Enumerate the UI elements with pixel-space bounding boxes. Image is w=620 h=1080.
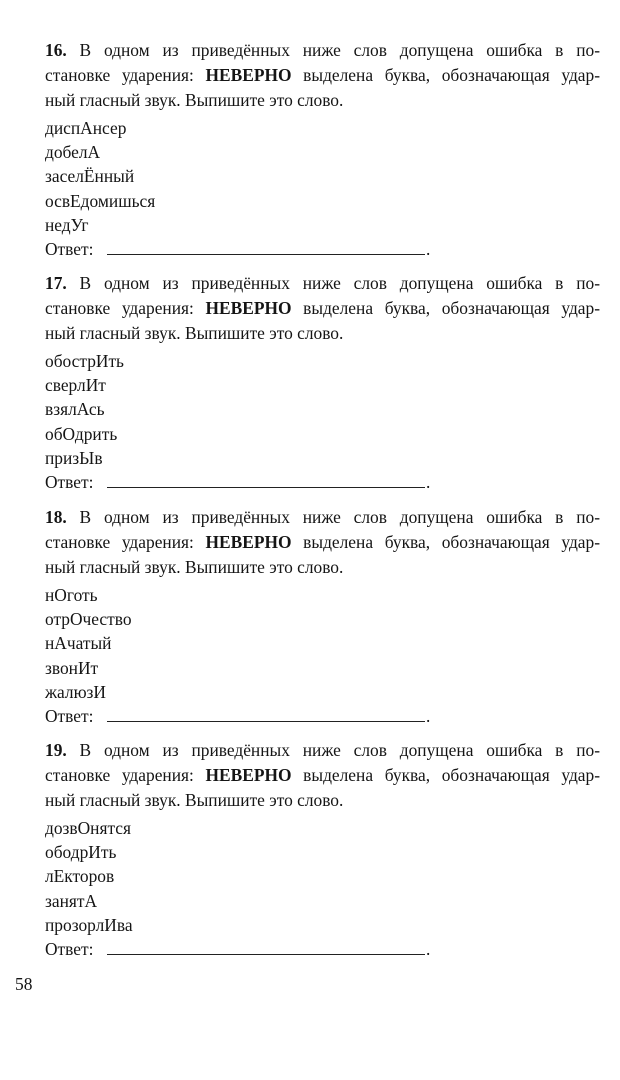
word-option: звонИт <box>45 657 99 678</box>
task-18 <box>45 505 600 728</box>
task-number: 19. <box>45 740 67 760</box>
prompt-line-1 <box>45 38 600 63</box>
prompt-line-3: ный гласный звук. Выпишите это слово. <box>45 90 344 110</box>
answer-label: Ответ: <box>45 238 94 259</box>
answer-period: . <box>426 238 431 259</box>
word-list <box>45 349 600 494</box>
prompt-text: выделена буква, обозначающая удар- <box>291 298 601 318</box>
task-prompt <box>45 505 600 580</box>
answer-line <box>45 470 600 494</box>
word-option: прозорлИва <box>45 914 133 935</box>
word-option: заселЁнный <box>45 166 135 187</box>
answer-period: . <box>426 938 431 959</box>
task-prompt <box>45 271 600 346</box>
task-number: 16. <box>45 40 67 60</box>
prompt-line-2 <box>45 763 600 788</box>
answer-label: Ответ: <box>45 705 94 726</box>
prompt-text: становке ударения: <box>45 765 206 785</box>
prompt-line-1 <box>45 738 600 763</box>
prompt-line-1 <box>45 271 600 296</box>
prompt-line-3: ный гласный звук. Выпишите это слово. <box>45 790 344 810</box>
answer-period: . <box>426 471 431 492</box>
word-option: обОдрить <box>45 423 118 444</box>
answer-blank[interactable] <box>107 721 425 722</box>
prompt-line-3: ный гласный звук. Выпишите это слово. <box>45 323 344 343</box>
answer-line <box>45 237 600 261</box>
word-option: отрОчество <box>45 609 132 630</box>
prompt-text: В одном из приведённых ниже слов допущена ошибка в по- <box>66 40 600 60</box>
prompt-line-2 <box>45 296 600 321</box>
emphasis-word: НЕВЕРНО <box>205 765 292 785</box>
prompt-text: В одном из приведённых ниже слов допущена ошибка в по- <box>66 273 600 293</box>
word-option: нАчатый <box>45 633 112 654</box>
prompt-line-2 <box>45 530 600 555</box>
answer-line <box>45 704 600 728</box>
emphasis-word: НЕВЕРНО <box>205 298 292 318</box>
word-option: ободрИть <box>45 842 117 863</box>
answer-blank[interactable] <box>107 487 425 488</box>
emphasis-word: НЕВЕРНО <box>205 65 292 85</box>
answer-blank[interactable] <box>107 254 425 255</box>
task-17 <box>45 271 600 494</box>
answer-blank[interactable] <box>107 954 425 955</box>
prompt-text: становке ударения: <box>45 298 206 318</box>
prompt-line-3: ный гласный звук. Выпишите это слово. <box>45 557 344 577</box>
answer-period: . <box>426 705 431 726</box>
task-prompt <box>45 738 600 813</box>
emphasis-word: НЕВЕРНО <box>205 532 292 552</box>
task-prompt <box>45 38 600 113</box>
word-list <box>45 583 600 728</box>
word-option: лЕкторов <box>45 866 115 887</box>
task-16 <box>45 38 600 261</box>
word-option: добелА <box>45 142 101 163</box>
prompt-line-2 <box>45 63 600 88</box>
word-option: обострИть <box>45 351 124 371</box>
prompt-line-1 <box>45 505 600 530</box>
prompt-text: выделена буква, обозначающая удар- <box>291 765 601 785</box>
page-number: 58 <box>15 974 33 994</box>
word-option: дозвОнятся <box>45 818 132 838</box>
word-list <box>45 116 600 261</box>
word-option: нОготь <box>45 585 98 605</box>
prompt-text: становке ударения: <box>45 65 206 85</box>
word-option: призЫв <box>45 447 103 468</box>
prompt-text: В одном из приведённых ниже слов допущена ошибка в по- <box>66 507 600 527</box>
word-option: жалюзИ <box>45 681 106 702</box>
word-list <box>45 816 600 961</box>
word-option: освЕдомишься <box>45 190 156 211</box>
answer-label: Ответ: <box>45 471 94 492</box>
prompt-text: становке ударения: <box>45 532 206 552</box>
prompt-text: В одном из приведённых ниже слов допущена ошибка в по- <box>66 740 600 760</box>
word-option: взялАсь <box>45 399 105 420</box>
task-number: 18. <box>45 507 67 527</box>
prompt-text: выделена буква, обозначающая удар- <box>291 65 601 85</box>
task-19 <box>45 738 600 961</box>
answer-line <box>45 937 600 961</box>
task-number: 17. <box>45 273 67 293</box>
word-option: сверлИт <box>45 375 106 396</box>
word-option: занятА <box>45 890 98 911</box>
word-option: недУг <box>45 214 89 235</box>
answer-label: Ответ: <box>45 938 94 959</box>
word-option: диспАнсер <box>45 118 127 138</box>
prompt-text: выделена буква, обозначающая удар- <box>291 532 601 552</box>
